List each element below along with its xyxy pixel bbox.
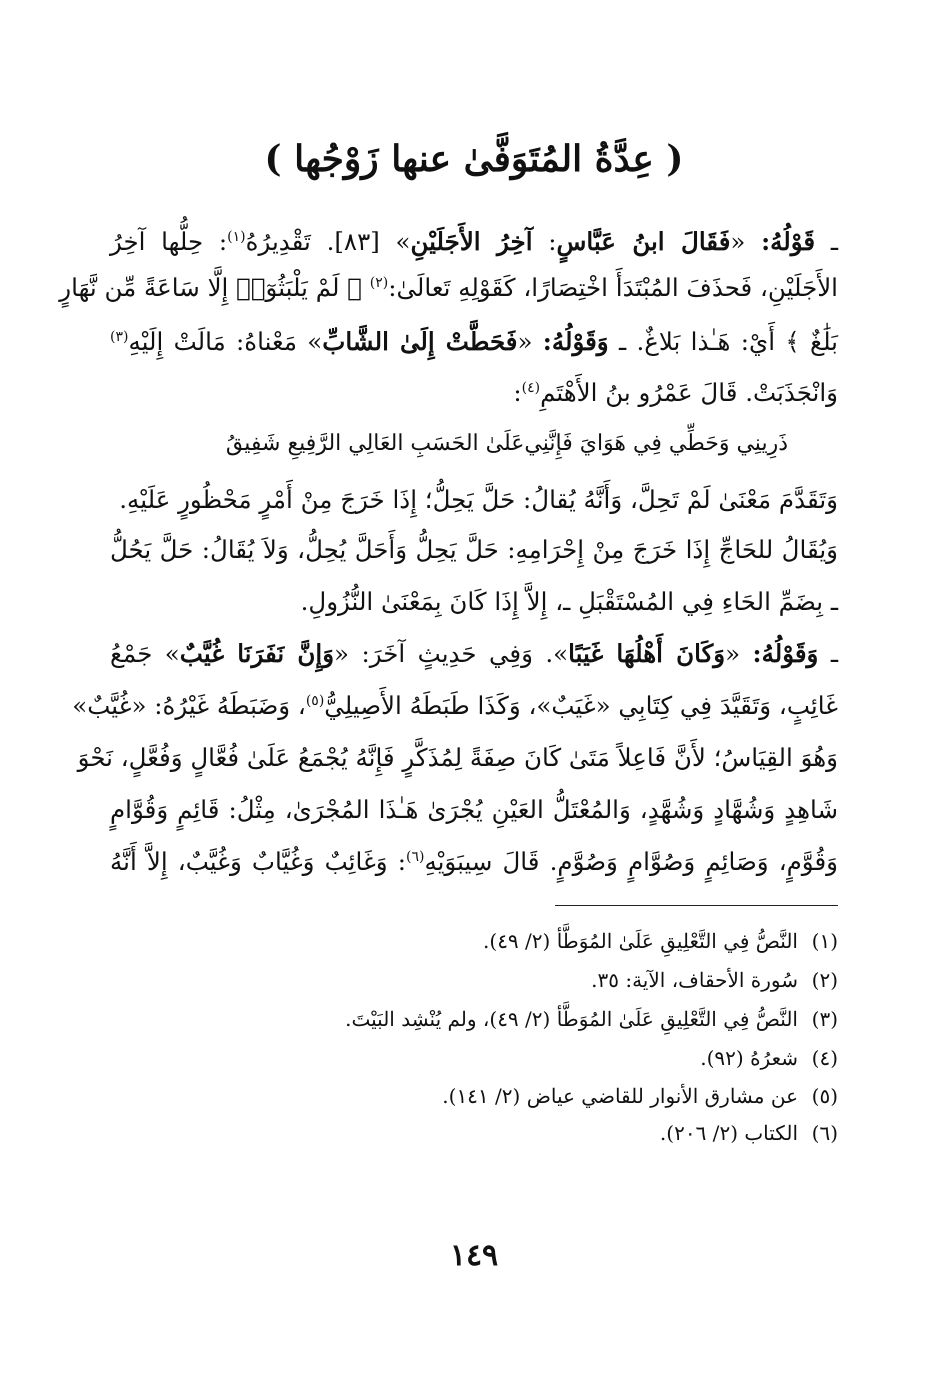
text-line [110, 480, 838, 520]
text-run: « [517, 327, 543, 356]
footnote-ref: (٤) [521, 379, 541, 396]
footnote-number: (٤) [811, 1046, 838, 1070]
text-run: » [٨٣]. تَقْدِيرُهُ [245, 227, 411, 256]
text-run: : حِلُّها آخِرُ [110, 227, 228, 256]
verse-second-hemistich: عَلَىٰ الحَسَبِ العَالِي الرَّفِيعِ شَفِيقُ [225, 431, 525, 456]
footnote [110, 1043, 838, 1073]
text-run: « [730, 227, 762, 256]
text-line [59, 268, 838, 308]
footnote-ref: (٦) [405, 848, 425, 865]
text-run: وَهُوَ القِيَاسُ؛ لأَنَّ فَاعِلاً مَتَىٰ كَانَ صِفَةً لِمُذَكَّرٍ فَإِنَّهُ يُجْمَعُ عَلَىٰ فُعَّالٍ وَفُعَّلٍ، نَحْوَ [77, 743, 838, 772]
text-run: ـ [815, 227, 839, 256]
footnote-text: شعرُهُ (٩٢). [700, 1046, 798, 1070]
text-run: الأَجَلَيْنِ، فَحذَفَ المُبْتَدَأَ اخْتِصَارًا، كَقَوْلِهِ تَعالَىٰ: [388, 273, 838, 302]
text-run: وَيُقَالُ للحَاجِّ إِذَا خَرَجَ مِنْ إِحْرَامِهِ: حَلَّ يَحِلُّ وَأَحَلَّ يُحِلُّ، وَلاَ يُقَالُ: حَلَّ يَحُلُّ [110, 535, 838, 564]
footnote [110, 1118, 838, 1148]
footnote-number: (٣) [811, 1007, 838, 1031]
text-run: وَانْجَذَبَتْ. قَالَ عَمْرُو بنُ الأَهْتَمِ [540, 378, 838, 407]
text-run: شَاهِدٍ وَشُهَّادٍ وَشُهَّدٍ، وَالمُعْتَلُّ العَيْنِ يُجْرَىٰ هَـٰذَا المُجْرَىٰ، مِثْلُ: قَائِمٍ وَقُوَّامٍ [110, 795, 838, 824]
page-number: ١٤٩ [449, 1238, 499, 1273]
text-run: : وَغَائِبٌ وَغُيَّابٌ وَغُيَّبٌ، إِلاَّ أَنَّهُ [110, 847, 406, 876]
text-run: وَقُوَّمٍ، وَصَائِمٍ وَصُوَّامٍ وَصُوَّمٍ. قَالَ سِيبَوَيْهِ [424, 847, 838, 876]
footnote [110, 965, 838, 995]
highlighted-text: قَوْلُهُ: [761, 227, 816, 256]
footnote-text: النَّصُّ فِي التَّعْلِيقِ عَلَىٰ المُوَطَّأ (٢/ ٤٩)، ولم يُنْشِد البَيْتَ. [345, 1007, 798, 1031]
highlighted-text: وَقَوْلُهُ: [752, 639, 819, 668]
text-run: » مَعْناهُ: مَالَتْ إِلَيْهِ [128, 327, 323, 356]
footnote-ref: (٥) [305, 692, 325, 709]
footnote-text: الكتاب (٢/ ٢٠٦). [659, 1121, 798, 1145]
text-run: ﴿ لَمْ يَلْبَثُوٓا۟ إِلَّا سَاعَةً مِّن نَّهَارٍ [59, 273, 370, 302]
text-run: » جَمْعُ [110, 639, 180, 668]
text-run: : [532, 227, 557, 256]
section-title: ( عِدَّةُ المُتَوَفَّىٰ عنها زَوْجُها ) [264, 138, 684, 180]
text-line [110, 373, 838, 413]
highlighted-text: وَكَانَ أَهْلُهَا غَيَبًا [568, 639, 726, 668]
highlighted-text: آخِرُ الأَجَلَيْنِ [410, 227, 533, 256]
text-line [110, 582, 838, 622]
footnote-text: النَّصُّ فِي التَّعْلِيقِ عَلَىٰ المُوَطَّأ (٢/ ٤٩). [483, 929, 798, 953]
text-line [110, 222, 838, 262]
footnote-number: (١) [811, 929, 838, 953]
footnote-number: (٦) [811, 1121, 838, 1145]
text-line [110, 842, 838, 882]
text-line [77, 738, 838, 778]
highlighted-text: وَإِنَّ نَفَرَنَا غُيَّبٌ [179, 639, 335, 668]
footnote-ref: (١) [227, 228, 246, 245]
text-run: بَلَٰغٌ ﴾ أَيْ: هَـٰذا بَلاغٌ. ـ [608, 327, 839, 356]
highlighted-text: فَقَالَ ابنُ عَبَّاسٍ [556, 227, 731, 256]
text-line [110, 530, 838, 570]
footnote [110, 1081, 838, 1111]
footnote-ref: (٣) [110, 328, 129, 345]
text-line [110, 634, 838, 674]
footnote-text: سُورة الأحقاف، الآية: ٣٥. [591, 968, 798, 992]
highlighted-text: فَحَطَّتْ إِلَىٰ الشَّابِّ [322, 327, 518, 356]
text-run: ـ بِضَمِّ الحَاءِ فِي المُسْتَقْبَلِ ـ، إِلاَّ إِذَا كَانَ بِمَعْنَىٰ النُّزُولِ. [300, 587, 838, 616]
text-run: ، وَضَبَطَهُ غَيْرُهُ: «غُيَّبٌ» [72, 691, 306, 720]
text-run: ». وَفِي حَدِيثٍ آخَرَ: « [334, 639, 569, 668]
text-run: غَائِبٍ، وَتَقَيَّدَ فِي كِتَابِي «غَيَبٌ»، وَكَذَا طَبَطَهُ الأَصِيلِيُّ [324, 691, 838, 720]
text-line [72, 686, 838, 726]
text-line [110, 322, 838, 362]
text-run: : [513, 378, 522, 407]
verse-first-hemistich: ذَرِينِي وَحَطِّي فِي هَوَايَ فَإِنَّنِي [524, 431, 788, 456]
poetry-verse [225, 426, 788, 462]
footnote [110, 926, 838, 956]
highlighted-text: وَقَوْلُهُ: [542, 327, 609, 356]
footnote-number: (٥) [811, 1084, 838, 1108]
text-run: « [725, 639, 753, 668]
footnote-text: عن مشارق الأنوار للقاضي عياض (٢/ ١٤١). [442, 1084, 798, 1108]
footnote-ref: (٢) [369, 274, 389, 291]
text-run: وَتَقَدَّمَ مَعْنَىٰ لَمْ تَحِلَّ، وَأَنَّهُ يُقالُ: حَلَّ يَحِلُّ؛ إِذَا خَرَجَ مِنْ أَمْرٍ مَحْظُورٍ عَلَيْهِ. [119, 485, 838, 514]
footnote-number: (٢) [811, 968, 838, 992]
text-line [110, 790, 838, 830]
text-run: ـ [818, 639, 839, 668]
footnote [110, 1004, 838, 1034]
footnote-separator [555, 905, 838, 906]
